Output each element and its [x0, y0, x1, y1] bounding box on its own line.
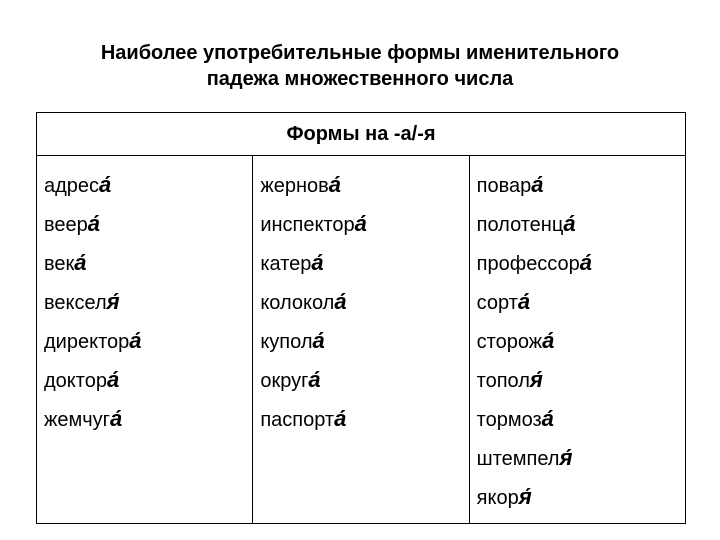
word-ending: а́: [542, 328, 555, 353]
word-stem: жемчуг: [44, 409, 110, 431]
word-item: [477, 361, 685, 400]
word-ending: я́: [529, 367, 543, 392]
word-stem: повар: [476, 175, 532, 197]
word-column-3: [469, 156, 685, 524]
word-ending: а́: [334, 289, 347, 314]
word-stem: сторож: [476, 331, 543, 353]
word-ending: я́: [518, 484, 532, 509]
word-ending: а́: [129, 328, 142, 353]
word-item: [477, 400, 685, 439]
word-item: [260, 283, 468, 322]
word-stem: колокол: [260, 292, 335, 314]
word-item: [44, 205, 252, 244]
table-body-row: [37, 156, 686, 524]
word-stem: вексел: [44, 292, 107, 314]
word-stem: тормоз: [476, 409, 542, 431]
word-column-2: [253, 156, 469, 524]
word-ending: а́: [531, 172, 544, 197]
word-ending: а́: [517, 289, 531, 314]
word-ending: а́: [74, 250, 87, 275]
word-stem: веер: [44, 214, 88, 236]
word-item: [477, 166, 685, 205]
word-ending: я́: [559, 445, 573, 470]
word-item: [260, 205, 468, 244]
table-header-row: [37, 113, 686, 156]
word-ending: а́: [109, 406, 123, 431]
word-item: [260, 400, 468, 439]
word-stem: жернов: [260, 175, 329, 197]
word-ending: а́: [579, 250, 593, 275]
word-ending: а́: [106, 367, 120, 392]
word-stem: округ: [260, 370, 309, 392]
word-stem: топол: [476, 370, 530, 392]
word-ending: а́: [563, 211, 576, 236]
word-stem: катер: [260, 253, 312, 275]
word-stem: полотенц: [476, 214, 564, 236]
forms-table: [36, 112, 686, 524]
word-column-1: [37, 156, 253, 524]
word-stem: паспорт: [260, 409, 335, 431]
word-item: [44, 361, 252, 400]
word-ending: а́: [354, 211, 367, 236]
word-stem: профессор: [476, 253, 580, 275]
word-stem: инспектор: [260, 214, 355, 236]
word-item: [260, 361, 468, 400]
word-stem: якор: [476, 487, 519, 509]
word-item: [477, 283, 685, 322]
title-line-1: Наиболее употребительные формы именительного: [100, 42, 620, 64]
word-item: [477, 439, 685, 478]
word-ending: а́: [308, 367, 321, 392]
title-line-2: падежа множественного числа: [206, 68, 514, 90]
word-ending: а́: [312, 328, 325, 353]
word-item: [477, 322, 685, 361]
word-stem: штемпел: [476, 448, 560, 470]
word-ending: а́: [99, 172, 112, 197]
word-item: [477, 478, 685, 517]
word-stem: век: [44, 253, 75, 275]
word-ending: а́: [87, 211, 101, 236]
word-item: [477, 205, 685, 244]
word-ending: а́: [328, 172, 341, 197]
word-ending: я́: [106, 289, 120, 314]
table-header: Формы на -а/-я: [37, 113, 686, 156]
word-stem: директор: [44, 331, 130, 353]
word-ending: а́: [541, 406, 554, 431]
word-ending: а́: [311, 250, 324, 275]
word-item: [44, 244, 252, 283]
word-item: [44, 166, 252, 205]
word-item: [260, 166, 468, 205]
word-stem: купол: [260, 331, 313, 353]
word-stem: доктор: [44, 370, 107, 392]
word-ending: а́: [334, 406, 347, 431]
word-item: [260, 322, 468, 361]
word-item: [44, 400, 252, 439]
word-item: [44, 283, 252, 322]
page-title: [0, 40, 720, 92]
word-stem: сорт: [476, 292, 518, 314]
word-item: [44, 322, 252, 361]
word-item: [260, 244, 468, 283]
word-stem: адрес: [44, 175, 100, 197]
word-item: [477, 244, 685, 283]
